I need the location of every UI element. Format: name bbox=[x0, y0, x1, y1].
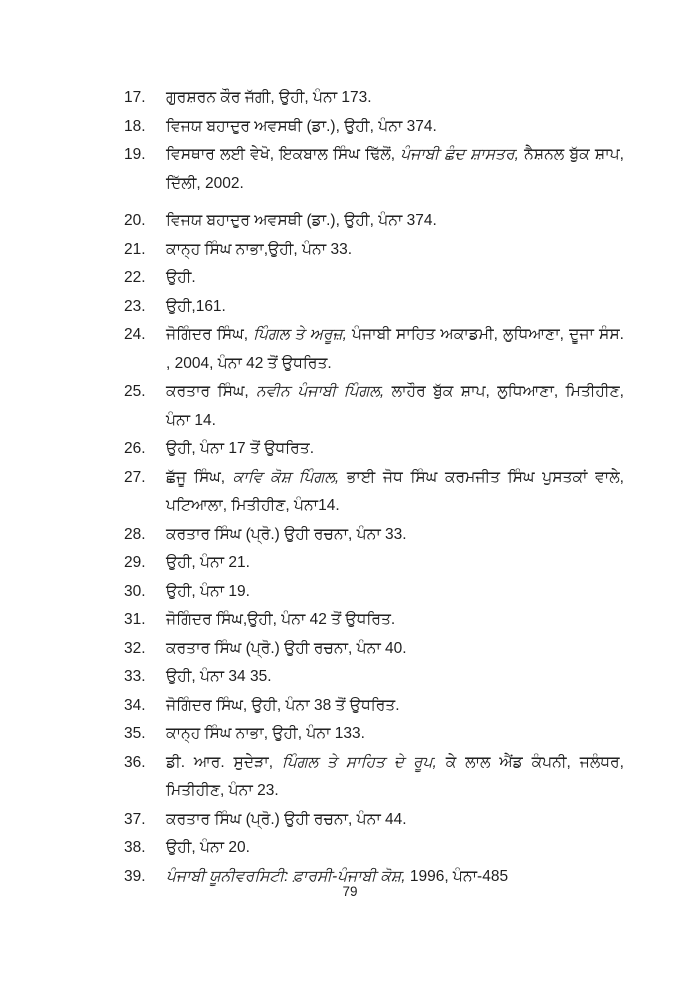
reference-text: ਪੰਜਾਬੀ ਯੂਨੀਵਰਸਿਟੀ: ਫ਼ਾਰਸੀ-ਪੰਜਾਬੀ ਕੋਸ਼, 1996, ਪੰਨਾ-485 bbox=[166, 867, 509, 885]
reference-text: ਜੋਗਿੰਦਰ ਸਿੰਘ,ਉਹੀ, ਪੰਨਾ 42 ਤੋਂ ਉਧਰਿਤ. bbox=[166, 611, 396, 628]
reference-item bbox=[124, 264, 624, 293]
reference-text: ਉਹੀ, ਪੰਨਾ 17 ਤੋਂ ਉਧਰਿਤ. bbox=[166, 440, 314, 457]
reference-text: ਛੱਜੂ ਸਿੰਘ, ਕਾਵਿ ਕੋਸ਼ ਪਿੰਗਲ, ਭਾਈ ਜੋਧ ਸਿੰਘ ਕਰਮਜੀਤ ਸਿੰਘ ਪੁਸਤਕਾਂ ਵਾਲੇ, ਪਟਿਆਲਾ, ਮਿਤੀਹੀਣ, ਪੰਨਾ14. bbox=[166, 468, 624, 514]
reference-number: 25. bbox=[124, 383, 146, 400]
reference-item bbox=[124, 663, 624, 692]
reference-text: ਵਿਜਯ ਬਹਾਦੁਰ ਅਵਸਥੀ (ਡਾ.), ਉਹੀ, ਪੰਨਾ 374. bbox=[166, 212, 437, 229]
reference-item bbox=[124, 692, 624, 721]
reference-item bbox=[124, 521, 624, 550]
reference-text: ਕਰਤਾਰ ਸਿੰਘ (ਪ੍ਰੋ.) ਉਹੀ ਰਚਨਾ, ਪੰਨਾ 40. bbox=[166, 639, 407, 657]
reference-item bbox=[124, 435, 624, 464]
page-number: 79 bbox=[342, 884, 358, 899]
reference-text: ਉਹੀ. bbox=[166, 269, 196, 286]
reference-item bbox=[124, 321, 624, 378]
reference-item bbox=[124, 236, 624, 265]
reference-text: ਉਹੀ, ਪੰਨਾ 34 35. bbox=[166, 668, 272, 685]
reference-text: ਕਾਨ੍ਹ ਸਿੰਘ ਨਾਭਾ,ਉਹੀ, ਪੰਨਾ 33. bbox=[166, 240, 353, 258]
reference-number: 22. bbox=[124, 269, 146, 286]
reference-number: 37. bbox=[124, 810, 146, 828]
reference-number: 23. bbox=[124, 297, 146, 315]
reference-number: 29. bbox=[124, 554, 146, 571]
reference-item bbox=[124, 578, 624, 607]
reference-number: 27. bbox=[124, 468, 146, 486]
reference-item bbox=[124, 113, 624, 142]
reference-number: 32. bbox=[124, 639, 146, 657]
reference-text: ਕਰਤਾਰ ਸਿੰਘ, ਨਵੀਨ ਪੰਜਾਬੀ ਪਿੰਗਲ, ਲਾਹੌਰ ਬੁੱਕ ਸ਼ਾਪ, ਲੁਧਿਆਣਾ, ਮਿਤੀਹੀਣ, ਪੰਨਾ 14. bbox=[166, 383, 624, 429]
reference-text: ਡੀ. ਆਰ. ਸੁਦੇੜਾ, ਪਿੰਗਲ ਤੇ ਸਾਹਿਤ ਦੇ ਰੂਪ, ਕੇ ਲਾਲ ਐਂਡ ਕੰਪਨੀ, ਜਲੰਧਰ, ਮਿਤੀਹੀਣ, ਪੰਨਾ 23. bbox=[166, 753, 624, 799]
reference-number: 20. bbox=[124, 212, 146, 229]
reference-item bbox=[124, 834, 624, 863]
reference-number: 24. bbox=[124, 326, 146, 343]
reference-number: 21. bbox=[124, 240, 146, 258]
reference-number: 35. bbox=[124, 725, 146, 742]
reference-number: 36. bbox=[124, 753, 146, 771]
reference-text: ਉਹੀ, ਪੰਨਾ 20. bbox=[166, 839, 250, 856]
reference-text: ਵਿਜਯ ਬਹਾਦੁਰ ਅਵਸਥੀ (ਡਾ.), ਉਹੀ, ਪੰਨਾ 374. bbox=[166, 117, 437, 135]
reference-item bbox=[124, 635, 624, 664]
reference-item bbox=[124, 378, 624, 435]
reference-item bbox=[124, 720, 624, 749]
reference-number: 39. bbox=[124, 867, 146, 885]
reference-item bbox=[124, 806, 624, 835]
reference-item bbox=[124, 141, 624, 198]
reference-text: ਉਹੀ, ਪੰਨਾ 21. bbox=[166, 554, 250, 571]
reference-text: ਉਹੀ,161. bbox=[166, 297, 226, 315]
reference-number: 31. bbox=[124, 611, 146, 628]
reference-text: ਵਿਸਥਾਰ ਲਈ ਵੇਖੋ, ਇਕਬਾਲ ਸਿੰਘ ਢਿੱਲੋਂ, ਪੰਜਾਬੀ ਛੰਦ ਸ਼ਾਸਤਰ, ਨੈਸ਼ਨਲ ਬੁੱਕ ਸ਼ਾਪ, ਦਿੱਲੀ, 2002. bbox=[166, 146, 624, 192]
reference-text: ਉਹੀ, ਪੰਨਾ 19. bbox=[166, 582, 250, 600]
reference-number: 26. bbox=[124, 440, 146, 457]
reference-item bbox=[124, 207, 624, 236]
reference-number: 38. bbox=[124, 839, 146, 856]
reference-number: 33. bbox=[124, 668, 146, 685]
reference-number: 34. bbox=[124, 696, 146, 714]
reference-text: ਕਾਨ੍ਹ ਸਿੰਘ ਨਾਭਾ, ਉਹੀ, ਪੰਨਾ 133. bbox=[166, 725, 365, 742]
reference-item bbox=[124, 549, 624, 578]
reference-text: ਜੋਗਿੰਦਰ ਸਿੰਘ, ਪਿੰਗਲ ਤੇ ਅਰੂਜ਼, ਪੰਜਾਬੀ ਸਾਹਿਤ ਅਕਾਡਮੀ, ਲੁਧਿਆਣਾ, ਦੂਜਾ ਸੰਸ. , 2004, ਪੰਨਾ 42 ਤੋਂ ਉਧਰਿਤ. bbox=[166, 326, 624, 372]
reference-number: 19. bbox=[124, 146, 146, 163]
reference-text: ਕਰਤਾਰ ਸਿੰਘ (ਪ੍ਰੋ.) ਉਹੀ ਰਚਨਾ, ਪੰਨਾ 44. bbox=[166, 810, 407, 828]
reference-number: 17. bbox=[124, 89, 146, 106]
reference-item bbox=[124, 749, 624, 806]
reference-text: ਕਰਤਾਰ ਸਿੰਘ (ਪ੍ਰੋ.) ਉਹੀ ਰਚਨਾ, ਪੰਨਾ 33. bbox=[166, 525, 407, 543]
reference-text: ਗੁਰਸ਼ਰਨ ਕੌਰ ਜੱਗੀ, ਉਹੀ, ਪੰਨਾ 173. bbox=[166, 89, 372, 106]
reference-item bbox=[124, 464, 624, 521]
reference-item bbox=[124, 293, 624, 322]
reference-number: 28. bbox=[124, 525, 146, 543]
reference-number: 30. bbox=[124, 582, 146, 600]
reference-text: ਜੋਗਿੰਦਰ ਸਿੰਘ, ਉਹੀ, ਪੰਨਾ 38 ਤੋਂ ਉਧਰਿਤ. bbox=[166, 696, 400, 714]
reference-number: 18. bbox=[124, 117, 146, 135]
reference-item bbox=[124, 84, 624, 113]
reference-item bbox=[124, 606, 624, 635]
